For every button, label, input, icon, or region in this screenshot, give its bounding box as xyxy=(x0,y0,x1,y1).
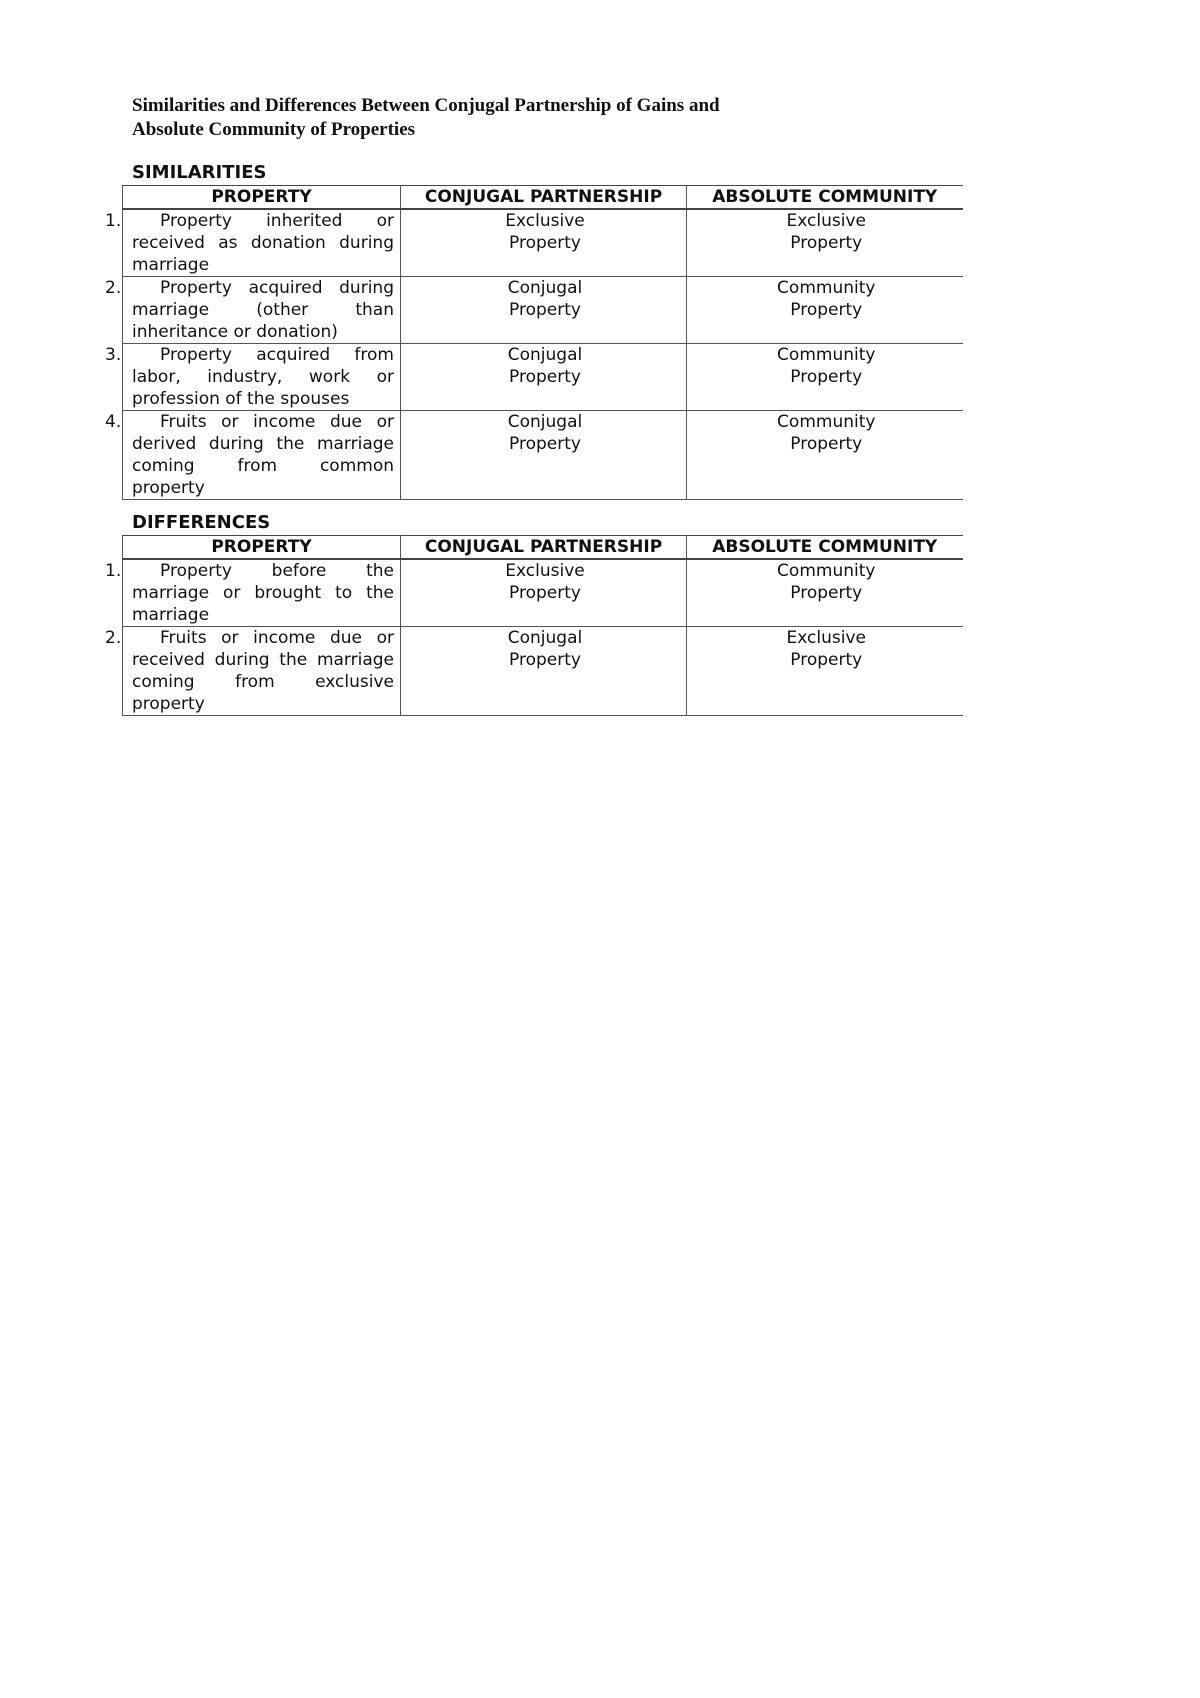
property-cell xyxy=(105,344,401,411)
title-line-1: Similarities and Differences Between Conjugal Partnership of Gains and xyxy=(132,95,720,116)
absolute-cell xyxy=(687,559,963,627)
header-property: PROPERTY xyxy=(123,536,401,560)
header-absolute-community: ABSOLUTE COMMUNITY xyxy=(687,536,963,560)
similarities-table xyxy=(105,185,963,500)
absolute-value: Exclusive xyxy=(786,211,866,231)
table-row xyxy=(123,277,963,344)
absolute-value: Community xyxy=(777,561,876,581)
absolute-value: Community xyxy=(777,278,876,298)
table-row xyxy=(123,344,963,411)
absolute-cell xyxy=(687,209,963,277)
table-row xyxy=(123,209,963,277)
absolute-value: Community xyxy=(777,345,876,365)
table-header-row xyxy=(123,186,963,210)
absolute-value: Property xyxy=(790,233,863,253)
property-text: Property acquired from labor, industry, work or profession of the spouses xyxy=(132,345,394,409)
property-text: Fruits or income due or derived during the marriage coming from common property xyxy=(132,412,394,498)
table-row xyxy=(123,559,963,627)
row-number: 2. xyxy=(105,278,122,298)
absolute-value: Property xyxy=(790,650,863,670)
conjugal-value: Exclusive xyxy=(505,211,585,231)
conjugal-cell xyxy=(401,344,687,411)
property-text: Fruits or income due or received during the marriage coming from exclusive property xyxy=(132,628,394,714)
absolute-value: Property xyxy=(790,434,863,454)
absolute-value: Community xyxy=(777,412,876,432)
absolute-cell xyxy=(687,411,963,500)
property-text: Property acquired during marriage (other than inheritance or donation) xyxy=(132,278,394,342)
header-absolute-community: ABSOLUTE COMMUNITY xyxy=(687,186,963,210)
absolute-value: Exclusive xyxy=(786,628,866,648)
conjugal-value: Property xyxy=(509,583,581,603)
absolute-value: Property xyxy=(790,367,863,387)
conjugal-value: Property xyxy=(509,233,581,253)
differences-heading: DIFFERENCES xyxy=(132,512,271,533)
property-cell xyxy=(105,559,401,627)
property-text: Property before the marriage or brought to the marriage xyxy=(132,561,394,625)
conjugal-cell xyxy=(401,277,687,344)
conjugal-cell xyxy=(401,411,687,500)
conjugal-value: Exclusive xyxy=(505,561,585,581)
document-title xyxy=(132,94,852,142)
conjugal-value: Conjugal xyxy=(507,412,583,432)
conjugal-value: Conjugal xyxy=(507,278,583,298)
differences-table xyxy=(105,535,963,716)
conjugal-value: Conjugal xyxy=(507,345,583,365)
similarities-heading: SIMILARITIES xyxy=(132,162,267,183)
header-conjugal-partnership: CONJUGAL PARTNERSHIP xyxy=(401,186,687,210)
row-number: 1. xyxy=(105,561,122,581)
property-cell xyxy=(105,627,401,716)
conjugal-value: Conjugal xyxy=(507,628,583,648)
absolute-cell xyxy=(687,277,963,344)
row-number: 3. xyxy=(105,345,122,365)
row-number: 1. xyxy=(105,211,122,231)
header-conjugal-partnership: CONJUGAL PARTNERSHIP xyxy=(401,536,687,560)
conjugal-cell xyxy=(401,209,687,277)
absolute-cell xyxy=(687,627,963,716)
property-cell xyxy=(105,209,401,277)
absolute-cell xyxy=(687,344,963,411)
table-row xyxy=(123,411,963,500)
conjugal-value: Property xyxy=(509,650,581,670)
row-number: 2. xyxy=(105,628,122,648)
conjugal-value: Property xyxy=(509,434,581,454)
property-cell xyxy=(105,277,401,344)
conjugal-value: Property xyxy=(509,367,581,387)
table-row xyxy=(123,627,963,716)
conjugal-cell xyxy=(401,627,687,716)
property-text: Property inherited or received as donation during marriage xyxy=(132,211,394,275)
row-number: 4. xyxy=(105,412,122,432)
title-line-2: Absolute Community of Properties xyxy=(132,119,416,140)
conjugal-value: Property xyxy=(509,300,581,320)
absolute-value: Property xyxy=(790,583,863,603)
property-cell xyxy=(105,411,401,500)
conjugal-cell xyxy=(401,559,687,627)
table-header-row xyxy=(123,536,963,560)
header-property: PROPERTY xyxy=(123,186,401,210)
absolute-value: Property xyxy=(790,300,863,320)
